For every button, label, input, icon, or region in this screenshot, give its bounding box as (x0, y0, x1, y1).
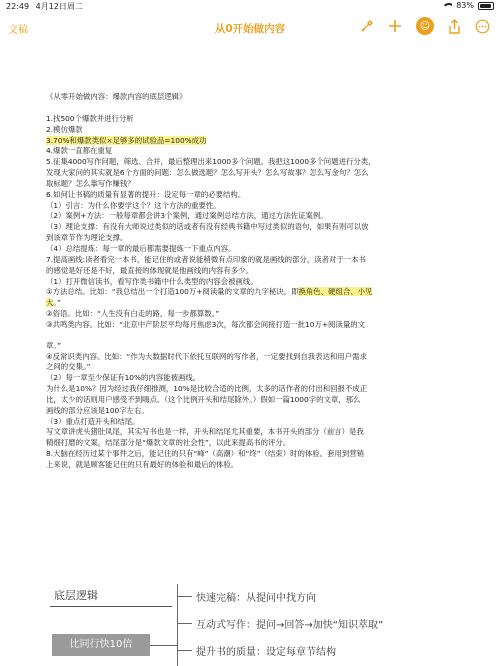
document-line: （4）总结提炼：每一章的最后都需要提炼一下重点内容。 (46, 243, 236, 253)
back-label: 文稿 (8, 25, 28, 36)
status-time: 22:49 (6, 2, 30, 11)
document-line: 取标题？怎么靠写作赚钱？ (46, 178, 135, 188)
mindmap-branch-line (178, 623, 192, 624)
document-line: 写文章讲虎头猪肚凤尾，其实写书也是一样，开头和结尾尤其重要，本书开头的部分（前言）是我 (46, 427, 364, 437)
document-line: 到该章节作为理论支撑。 (46, 233, 128, 243)
toolbar (0, 12, 500, 42)
document-line: （2）案例+方法：一般每章都会讲3个案例，通过案例总结方法，通过方法佐证案例。 (46, 211, 328, 221)
document-title: 从0开始做内容 (214, 23, 286, 35)
toolbar-actions (360, 17, 490, 35)
document-line: 1.找500个爆款并进行分析 (46, 113, 134, 123)
status-date: 4月12日周二 (35, 2, 83, 11)
status-time-date (6, 1, 83, 12)
highlighted-text: 大 (46, 298, 54, 308)
highlighted-text: 3.70%和爆款类似×足够多的试验品=100%成功 (46, 135, 207, 145)
status-bar (0, 0, 500, 12)
document-heading: 《从零开始做内容：爆款内容的底层逻辑》 (46, 92, 187, 101)
wifi-icon (442, 2, 452, 10)
document-line: 精细打磨的文案，结尾部分是“爆款文章的社会性”，以此来提高书的评分。 (46, 438, 291, 448)
document-line: 画线的部分应该是100字左右。 (46, 405, 149, 415)
document-line: 发现大家问的其实就是6个方面的问题：怎么做选题？怎么写开头？怎么写故事？怎么写金句？怎么 (46, 168, 369, 178)
document-line: ④反常识类内容。比如：“作为大数据时代下依托互联网的写作者，一定要找到自我表达和用户需求 (46, 351, 367, 361)
document-line: （3）理论支撑：有没有大师说过类似的话或者有没有经典书籍中写过类似的语句，如果有则可以放 (46, 222, 369, 232)
mindmap-branch-line (178, 650, 192, 651)
document-line (46, 136, 466, 147)
format-brush-icon[interactable] (360, 19, 374, 33)
document-line: 的感觉是好还是不好，最直接的体现就是他画线的内容有多少。 (46, 265, 253, 275)
document-line: 8.大脑在经历过某个事件之后，能记住的只有“峰”（高潮）和“终”（结束）时的体验。套用到营销 (46, 449, 364, 459)
mindmap-root: 底层逻辑 (54, 589, 98, 602)
document-line: （2）每一章至少保证有10%的内容能被画线。 (46, 373, 201, 383)
document-line: 为什么是10%？因为经过我仔细推测，10%是比较合适的比例，太多的话作者的付出和回报不成正 (46, 384, 368, 394)
document-line: 5.征集4000写作问题，筛选、合并，最后整理出来1000多个问题。我把这1000多个问题进行分类， (46, 157, 376, 167)
mindmap-branch-line (178, 596, 192, 597)
line-segment: 。” (53, 298, 61, 308)
add-icon[interactable] (388, 19, 402, 33)
document-body[interactable] (46, 92, 466, 471)
collaborator-avatar-icon[interactable]: ☺ (416, 17, 434, 35)
document-line: 6.如何让书稿的质量有显著的提升：设定每一章的必要结构。 (46, 189, 246, 199)
document-line: 章。” (46, 340, 61, 350)
document-line: 之间的交集。” (46, 362, 91, 372)
document-line: 2.模仿爆款 (46, 124, 83, 134)
document-line: （1）打开微信读书，看写作类书籍中什么类型的内容会被画线。 (46, 276, 258, 286)
more-options-icon[interactable] (475, 19, 490, 34)
document-line: （3）重点打造开头和结尾。 (46, 416, 140, 426)
line-segment: ①方法总结。比如：“我总结出一个打造100万+阅读量的文章的九字秘诀，即 (46, 287, 299, 297)
share-icon[interactable] (448, 19, 461, 34)
mindmap (0, 584, 500, 666)
document-line: 7.提高画线:读者看完一本书，能记住的或者说能稍微有点印象的就是画线的部分，读者对于一本书 (46, 254, 366, 264)
battery-icon (478, 2, 494, 10)
status-indicators (442, 1, 494, 10)
document-line: 4.爆款一直都在重复 (46, 146, 113, 156)
document-line: ②俗语。比如：“人生没有白走的路，每一步都算数。” (46, 309, 220, 319)
document-line (46, 298, 466, 309)
document-line: 上来说，就是顾客能记住的只有最好的体验和最后的体验。 (46, 460, 239, 469)
document-line: ③共鸣类内容。比如：“北京中产阶层平均每月焦虑3次，每次都会间接打造一批10万+阅读量的文 (46, 319, 365, 329)
mindmap-branch-2: 互动式写作：提问→回答→加快“知识萃取” (196, 620, 384, 631)
document-line: （1）引言：为什么你要学这个？这个方法的重要性。 (46, 200, 221, 210)
mindmap-root-line (50, 606, 172, 607)
document-line: 比，太少的话则用户感受不到嗨点。（这个比例开头和结尾除外。）假如一篇1000字的文章，那么 (46, 394, 361, 404)
battery-percent: 83% (456, 1, 474, 10)
mindmap-box-line (150, 645, 178, 646)
mindmap-highlight-box: 比同行快10倍 (52, 634, 150, 656)
highlighted-text: 换角色、硬组合、小见 (298, 287, 373, 297)
document-line (46, 287, 466, 298)
mindmap-branch-3: 提升书的质量：设定每章节结构 (196, 647, 336, 658)
mindmap-branch-1: 快速完稿：从提问中找方向 (196, 593, 316, 604)
